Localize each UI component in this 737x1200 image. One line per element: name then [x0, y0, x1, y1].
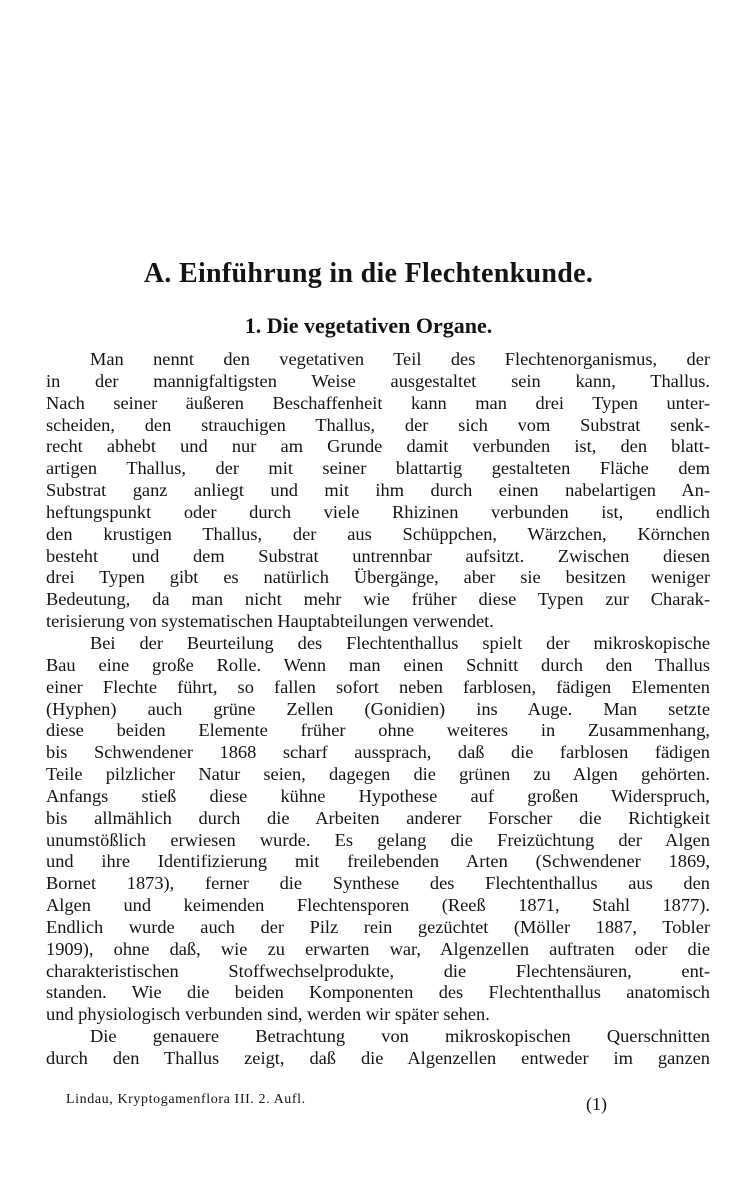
text-line: und physiologisch verbunden sind, werden wir später sehen.	[46, 1004, 490, 1025]
text-line: und ihre Identifizierung mit freilebenden Arten (Schwendener 1869,	[46, 851, 710, 872]
text-line: Bedeutung, da man nicht mehr wie früher diese Typen zur Charak-	[46, 589, 710, 610]
text-line: bis Schwendener 1868 scharf aussprach, daß die farblosen fädigen	[46, 742, 710, 763]
text-line: (Hyphen) auch grüne Zellen (Gonidien) ins Auge. Man setzte	[46, 698, 710, 719]
text-line: unumstößlich erwiesen wurde. Es gelang die Freizüchtung der Algen	[46, 829, 710, 850]
text-line: einer Flechte führt, so fallen sofort neben farblosen, fädigen Elementen	[46, 676, 710, 697]
text-line: Endlich wurde auch der Pilz rein gezüchtet (Möller 1887, Tobler	[46, 916, 710, 937]
text-line: drei Typen gibt es natürlich Übergänge, aber sie besitzen weniger	[46, 567, 710, 588]
text-line: Bau eine große Rolle. Wenn man einen Schnitt durch den Thallus	[46, 654, 710, 675]
text-line: den krustigen Thallus, der aus Schüppchen, Wärzchen, Körnchen	[46, 523, 710, 544]
text-line: scheiden, den strauchigen Thallus, der sich vom Substrat senk-	[46, 414, 710, 435]
text-line: recht abhebt und nur am Grunde damit verbunden ist, den blatt-	[46, 436, 710, 457]
footer-signature: Lindau, Kryptogamenflora III. 2. Aufl.	[66, 1092, 306, 1107]
text-line: Anfangs stieß diese kühne Hypothese auf großen Widerspruch,	[46, 785, 710, 806]
text-line: besteht und dem Substrat untrennbar aufsitzt. Zwischen diesen	[46, 545, 710, 566]
text-line: artigen Thallus, der mit seiner blattartig gestalteten Fläche dem	[46, 458, 710, 479]
text-line: 1909), ohne daß, wie zu erwarten war, Algenzellen auftraten oder die	[46, 938, 710, 959]
text-line: heftungspunkt oder durch viele Rhizinen verbunden ist, endlich	[46, 501, 710, 522]
sheet-number: (1)	[586, 1094, 607, 1114]
text-line: Man nennt den vegetativen Teil des Flechtenorganismus, der	[90, 349, 710, 369]
text-line: in der mannigfaltigsten Weise ausgestaltet sein kann, Thallus.	[46, 370, 710, 391]
text-line: Bei der Beurteilung des Flechtenthallus spielt der mikroskopische	[90, 632, 710, 653]
text-line: durch den Thallus zeigt, daß die Algenzellen entweder im ganzen	[46, 1048, 710, 1068]
text-line: Nach seiner äußeren Beschaffenheit kann man drei Typen unter-	[46, 392, 710, 413]
text-line: Teile pilzlicher Natur seien, dagegen die grünen zu Algen gehörten.	[46, 764, 710, 785]
text-line: bis allmählich durch die Arbeiten anderer Forscher die Richtigkeit	[46, 807, 710, 828]
chapter-title: A. Einführung in die Flechtenkunde.	[143, 258, 594, 289]
text-line: Die genauere Betrachtung von mikroskopischen Querschnitten	[90, 1026, 710, 1047]
text-line: Substrat ganz anliegt und mit ihm durch einen nabelartigen An-	[46, 480, 710, 501]
text-line: standen. Wie die beiden Komponenten des Flechtenthallus anatomisch	[46, 982, 710, 1003]
text-line: diese beiden Elemente früher ohne weiteres in Zusammenhang,	[46, 720, 710, 741]
text-line: charakteristischen Stoffwechselprodukte, die Flechtensäuren, ent-	[46, 960, 710, 981]
body-text	[46, 349, 710, 1070]
text-line: terisierung von systematischen Hauptabteilungen verwendet.	[46, 611, 494, 632]
text-line: Bornet 1873), ferner die Synthese des Flechtenthallus aus den	[46, 873, 710, 894]
section-title: 1. Die vegetativen Organe.	[244, 313, 493, 338]
text-line: Algen und keimenden Flechtensporen (Reeß 1871, Stahl 1877).	[46, 895, 710, 916]
